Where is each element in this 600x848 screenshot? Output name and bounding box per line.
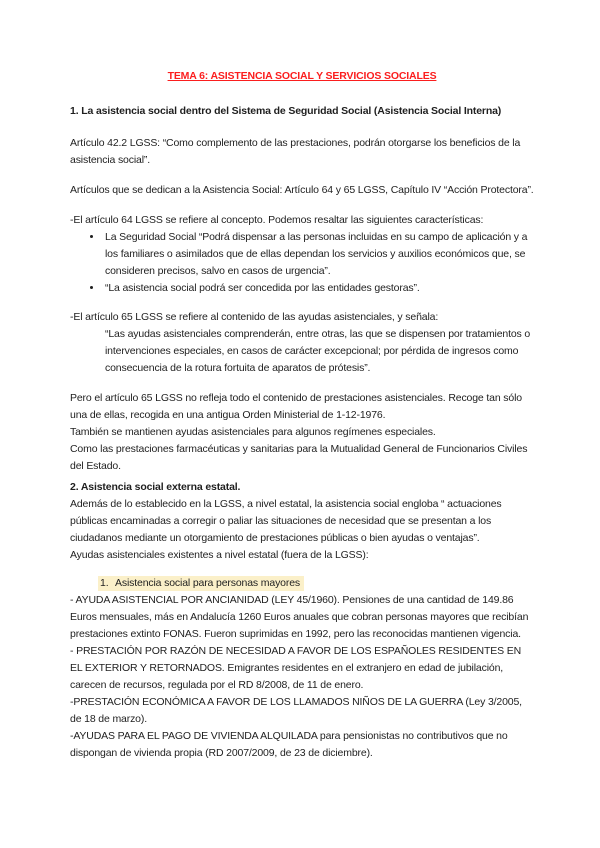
subheading-number: 1. [100, 577, 109, 589]
subsection-1-heading [98, 575, 534, 592]
closing-notes-block [70, 390, 534, 475]
aid-item: - PRESTACIÓN POR RAZÓN DE NECESIDAD A FAVOR DE LOS ESPAÑOLES RESIDENTES EN EL EXTERIOR Y RETORNADOS. Emigrantes residentes en el extranjero en edad de jubilación, carecen de recursos, regulada por el RD 8/2008, de 11 de enero. [70, 645, 522, 691]
note-line: Como las prestaciones farmacéuticas y sanitarias para la Mutualidad General de Funcionarios Civiles del Estado. [70, 443, 528, 472]
bullet-item: • La Seguridad Social “Podrá dispensar a las personas incluidas en su campo de aplicación y a los familiares o asimilados que de ellas dependan los servicios y auxilios económicos que, se consideren precisos, salvo en casos de urgencia”. [103, 229, 534, 280]
document-title: TEMA 6: ASISTENCIA SOCIAL Y SERVICIOS SOCIALES [167, 70, 437, 82]
article-65-quote: “Las ayudas asistenciales comprenderán, entre otras, las que se dispensen por tratamientos o intervenciones especiales, en casos de carácter excepcional; por pérdida de ingresos como consecuencia de la rotura fortuita de aparatos de prótesis”. [105, 328, 531, 374]
intro-line: Además de lo establecido en la LGSS, a nivel estatal, la asistencia social engloba “ actuaciones públicas encaminadas a corregir o paliar las situaciones de necesidad que se presentan a los ciudadanos mediante un otorgamiento de prestaciones públicas o bien ayudas o ventajas”. [70, 498, 502, 544]
highlighted-subheading [98, 576, 304, 591]
aid-item: -AYUDAS PARA EL PAGO DE VIVIENDA ALQUILADA para pensionistas no contributivos que no dispongan de vivienda propia (RD 2007/2009, de 23 de diciembre). [70, 730, 508, 759]
article-64-bullet-list [70, 229, 534, 297]
paragraph-article-65: -El artículo 65 LGSS se refiere al contenido de las ayudas asistenciales, y señala: [70, 311, 439, 323]
bullet-item: • “La asistencia social podrá ser concedida por las entidades gestoras”. [103, 280, 534, 297]
subheading-label: Asistencia social para personas mayores [115, 577, 300, 589]
section-2-intro-block [70, 496, 534, 564]
paragraph-article-64: -El artículo 64 LGSS se refiere al concepto. Podemos resaltar las siguientes características: [70, 214, 484, 226]
paragraph-article-42: Artículo 42.2 LGSS: “Como complemento de las prestaciones, podrán otorgarse los beneficios de la asistencia social”. [70, 137, 521, 166]
aid-items-block [70, 592, 534, 762]
note-line: También se mantienen ayudas asistenciales para algunos regímenes especiales. [70, 426, 436, 438]
intro-line: Ayudas asistenciales existentes a nivel estatal (fuera de la LGSS): [70, 549, 369, 561]
section-1-heading: 1. La asistencia social dentro del Sistema de Seguridad Social (Asistencia Social Interna) [70, 105, 502, 117]
section-2-heading: 2. Asistencia social externa estatal. [70, 481, 241, 493]
note-line: Pero el artículo 65 LGSS no refleja todo el contenido de prestaciones asistenciales. Recoge tan sólo una de ellas, recogida en una antigua Orden Ministerial de 1-12-1976. [70, 392, 522, 421]
aid-item: - AYUDA ASISTENCIAL POR ANCIANIDAD (LEY 45/1960). Pensiones de una cantidad de 149.86 Euros mensuales, más en Andalucía 1260 Euros anuales que cobran personas mayores que recibían prestaciones extinto FONAS. Fueron suprimidas en 1992, pero las reconocidas mantienen vigencia. [70, 594, 529, 640]
aid-item: -PRESTACIÓN ECONÓMICA A FAVOR DE LOS LLAMADOS NIÑOS DE LA GUERRA (Ley 3/2005, de 18 de marzo). [70, 696, 522, 725]
paragraph-articles-dedicated: Artículos que se dedican a la Asistencia Social: Artículo 64 y 65 LGSS, Capítulo IV “Acción Protectora”. [70, 184, 534, 196]
